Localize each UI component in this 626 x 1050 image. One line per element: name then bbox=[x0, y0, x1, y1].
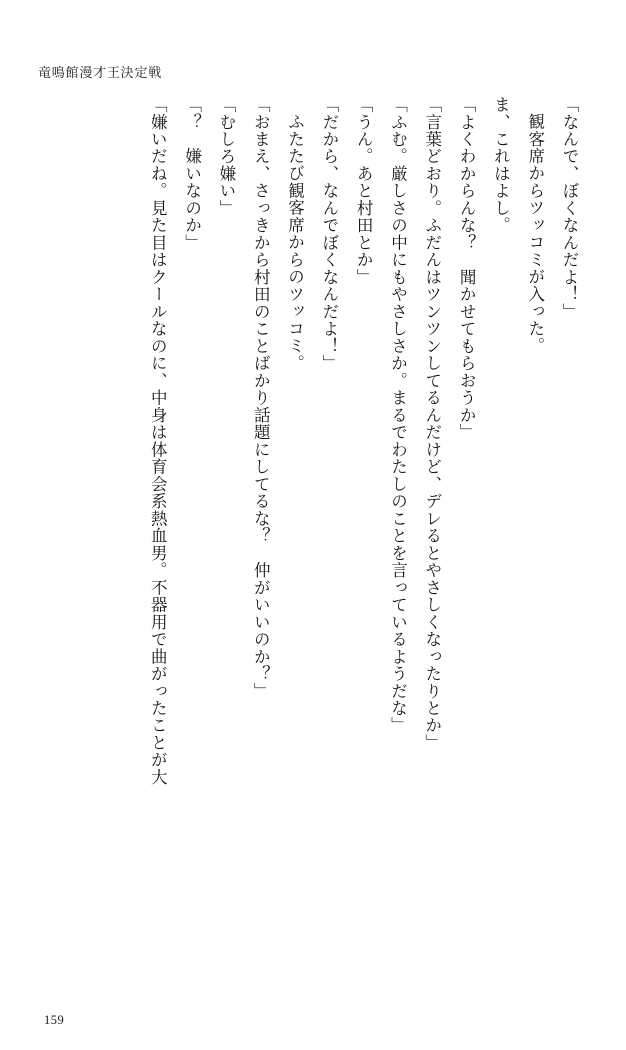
paragraph: 「よくわからんな？ 聞かせてもらおうか」 bbox=[457, 96, 477, 441]
page-number: 159 bbox=[44, 1013, 65, 1027]
paragraph: 「むしろ嫌い」 bbox=[216, 96, 236, 217]
paragraph: 「だから、なんでぼくなんだよ！」 bbox=[319, 96, 339, 372]
paragraph: 「おまえ、さっきから村田のことばかり話題にしてるな？ 仲がいいのか？」 bbox=[251, 96, 271, 700]
paragraph: 「嫌いだね。見た目はクールなのに、中身は体育会系熱血男。不器用で曲がったことが大 bbox=[148, 96, 168, 786]
paragraph: 「？ 嫌いなのか」 bbox=[182, 96, 202, 252]
page-body-text bbox=[34, 96, 586, 980]
paragraph: ふたたび観客席からのツッコミ。 bbox=[285, 112, 305, 372]
paragraph: 「うん。あと村田とか」 bbox=[354, 96, 374, 286]
running-title: 竜鳴館漫才王決定戦 bbox=[38, 65, 163, 80]
paragraph: 「ふむ。厳しさの中にもやさしさか。まるでわたしのことを言っているようだな」 bbox=[388, 96, 408, 734]
paragraph: 「言葉どおり。ふだんはツンツンしてるんだけど、デレるとやさしくなったりとか」 bbox=[422, 96, 442, 752]
paragraph: 観客席からツッコミが入った。 bbox=[525, 112, 545, 354]
paragraph: ま、これはよし。 bbox=[491, 96, 511, 234]
paragraph: 「なんで、ぼくなんだよ！」 bbox=[560, 96, 579, 321]
